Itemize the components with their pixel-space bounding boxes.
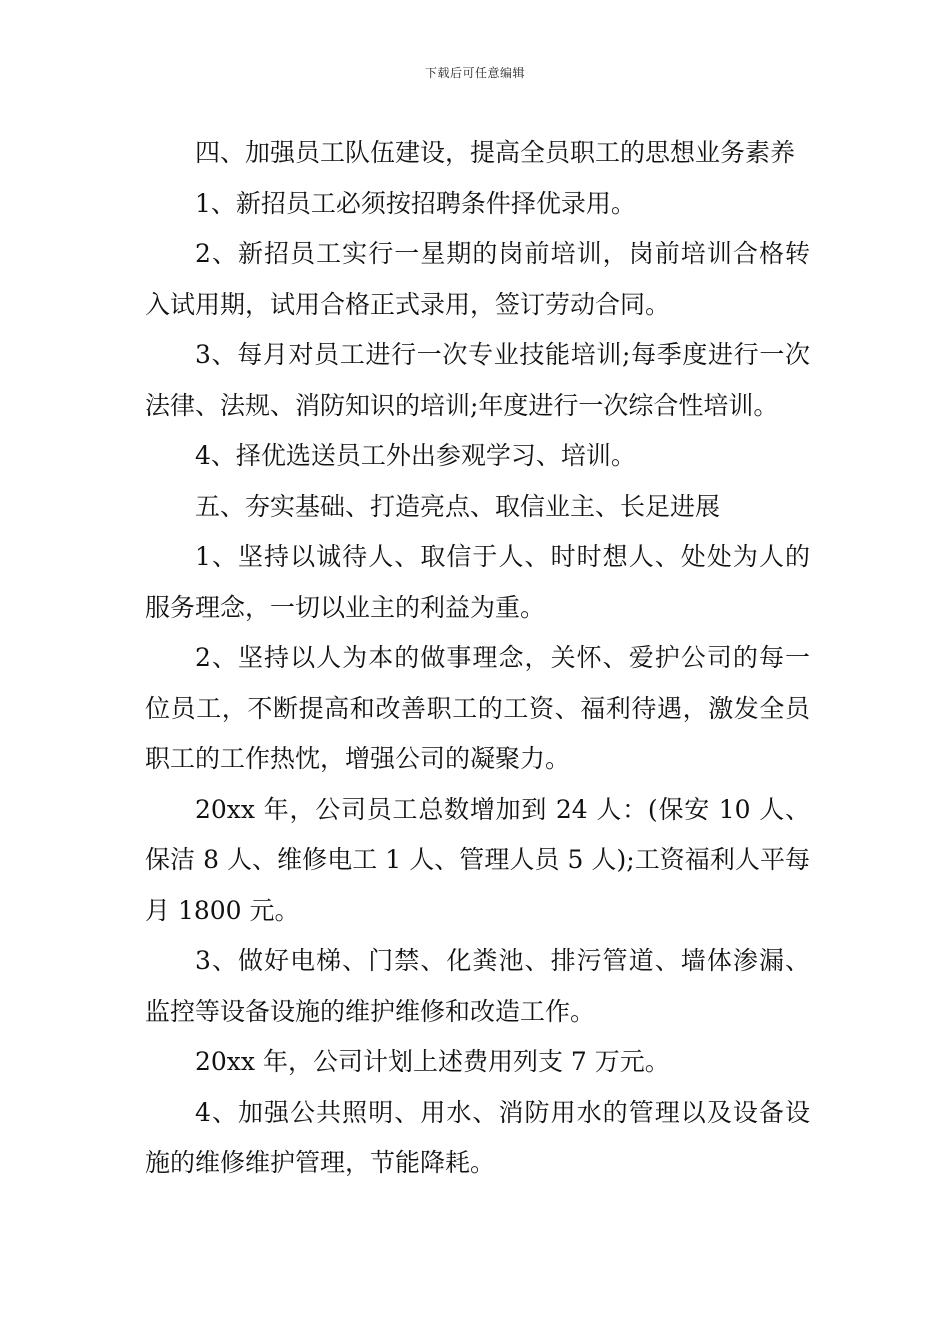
paragraph: 1、新招员工必须按招聘条件择优录用。: [195, 188, 636, 218]
document-body: [145, 128, 810, 1189]
paragraph: 20xx 年，公司员工总数增加到 24 人：(保安 10 人、保洁 8 人、维修电工 1 人、管理人员 5 人);工资福利人平每月 1800 元。: [145, 794, 810, 925]
paragraph: 2、坚持以人为本的做事理念，关怀、爱护公司的每一位员工，不断提高和改善职工的工资、福利待遇，激发全员职工的工作热忱，增强公司的凝聚力。: [145, 643, 810, 773]
paragraph: 2、新招员工实行一星期的岗前培训，岗前培训合格转入试用期，试用合格正式录用，签订劳动合同。: [145, 239, 810, 319]
paragraph: 3、做好电梯、门禁、化粪池、排污管道、墙体渗漏、监控等设备设施的维护维修和改造工作。: [145, 946, 810, 1026]
paragraph: 20xx 年，公司计划上述费用列支 7 万元。: [195, 1047, 670, 1076]
paragraph: 3、每月对员工进行一次专业技能培训;每季度进行一次法律、法规、消防知识的培训;年度进行一次综合性培训。: [145, 340, 810, 420]
paragraph: 4、择优选送员工外出参观学习、培训。: [195, 441, 636, 470]
page-header-note: 下载后可任意编辑: [424, 66, 525, 80]
paragraph: 1、坚持以诚待人、取信于人、时时想人、处处为人的服务理念，一切以业主的利益为重。: [145, 542, 810, 622]
section-heading-4: 四、加强员工队伍建设，提高全员职工的思想业务素养: [195, 138, 796, 167]
paragraph: 4、加强公共照明、用水、消防用水的管理以及设备设施的维修维护管理，节能降耗。: [145, 1097, 810, 1177]
section-heading-5: 五、夯实基础、打造亮点、取信业主、长足进展: [195, 491, 721, 521]
